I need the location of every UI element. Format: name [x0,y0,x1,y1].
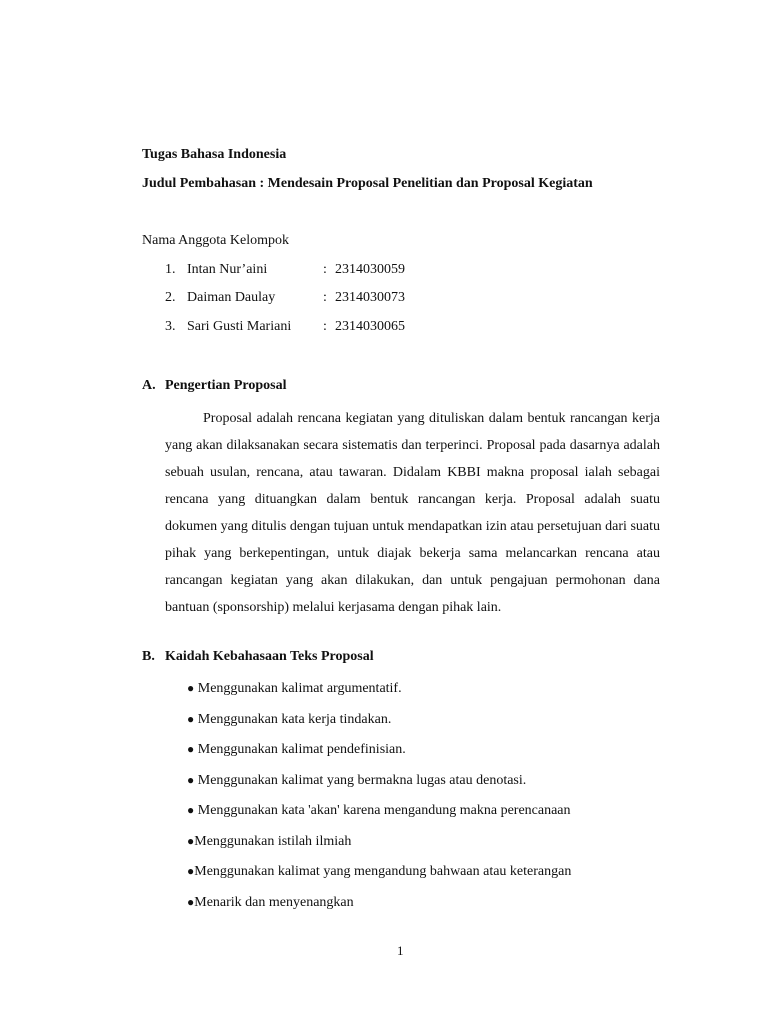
list-item [187,709,571,740]
member-number: 2. [165,290,176,305]
list-item-text: Menggunakan kalimat argumentatif. [197,681,402,696]
list-item-text: Menggunakan kalimat yang bermakna lugas atau denotasi. [197,772,527,788]
list-item [187,831,571,862]
bullet-icon: ● [187,681,195,695]
document-subtitle: Judul Pembahasan : Mendesain Proposal Penelitian dan Proposal Kegiatan [142,176,593,191]
list-item [187,678,571,709]
member-colon: : [323,290,327,305]
list-item [187,861,571,892]
member-colon: : [323,319,327,334]
bullet-icon: ● [187,772,195,787]
member-nim: 2314030059 [335,262,405,277]
list-item-text: Menggunakan istilah ilmiah [194,833,352,849]
list-item-text: Menggunakan kata kerja tindakan. [197,711,392,727]
list-item-text: Menggunakan kata 'akan' karena mengandung makna perencanaan [197,803,571,818]
list-item-text: Menggunakan kalimat pendefinisian. [197,742,406,757]
bullet-icon: ● [187,894,195,909]
member-nim: 2314030073 [335,290,405,305]
member-number: 1. [165,262,176,277]
member-colon: : [323,262,327,277]
list-item-text: Menggunakan kalimat yang mengandung bahwaan atau keterangan [194,864,572,879]
bullet-icon: ● [187,803,195,817]
section-a-heading: Pengertian Proposal [165,378,287,393]
bullet-icon: ● [187,711,195,726]
member-name: Intan Nur’aini [187,262,268,277]
section-b-letter: B. [142,649,155,664]
member-name: Sari Gusti Mariani [187,319,292,334]
section-b-heading: Kaidah Kebahasaan Teks Proposal [165,649,374,664]
member-name: Daiman Daulay [187,290,276,305]
list-item [187,800,571,831]
bullet-icon: ● [187,864,195,878]
list-item-text: Menarik dan menyenangkan [194,894,354,910]
list-item [187,739,571,770]
section-a-letter: A. [142,378,156,393]
document-title: Tugas Bahasa Indonesia [142,147,287,162]
page-number: 1 [397,943,404,958]
list-item [187,770,571,801]
member-number: 3. [165,319,176,334]
bullet-list [187,678,571,922]
bullet-icon: ● [187,742,195,756]
list-item [187,892,571,923]
bullet-icon: ● [187,833,195,848]
members-heading: Nama Anggota Kelompok [142,233,289,248]
section-a-paragraph: Proposal adalah rencana kegiatan yang dituliskan dalam bentuk rancangan kerja yang akan dilaksanakan secara sistematis dan terperinci. Proposal pada dasarnya adalah sebuah usulan, rencana, atau tawaran. Didalam KBBI makna proposal ialah sebagai rencana yang dituangkan dalam bentuk rancangan kerja. Proposal adalah suatu dokumen yang ditulis dengan tujuan untuk mendapatkan izin atau persetujuan dari suatu pihak yang berkepentingan, untuk diajak bekerja sama melancarkan rencana atau rancangan kegiatan yang akan dilakukan, dan untuk pengajuan permohonan dana bantuan (sponsorship) melalui kerjasama dengan pihak lain. [165,411,660,615]
member-nim: 2314030065 [335,319,405,334]
